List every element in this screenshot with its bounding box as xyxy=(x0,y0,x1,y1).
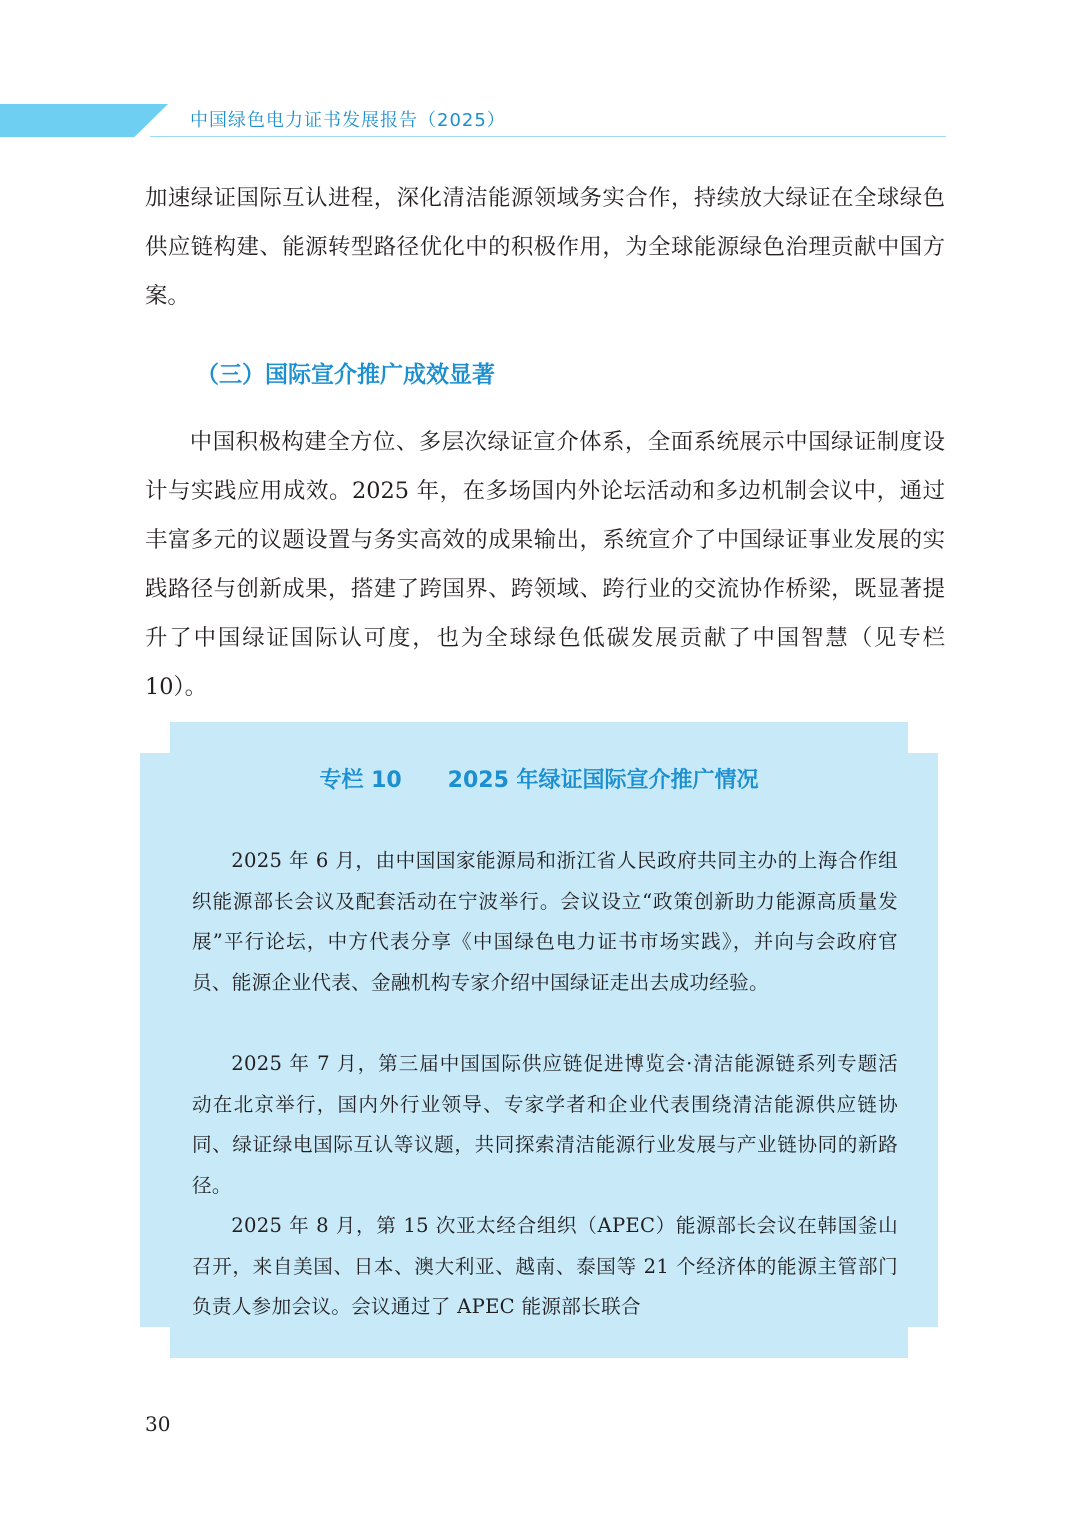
box-paragraph-3: 2025 年 8 月，第 15 次亚太经合组织（APEC）能源部长会议在韩国釜山召开，来自美国、日本、澳大利亚、越南、泰国等 21 个经济体的能源主管部门负责人参加会议。会议通过了 APEC 能源部长联合 xyxy=(192,1214,898,1319)
header-rule xyxy=(150,136,946,137)
sidebar-box-title: 专栏 10 2025 年绿证国际宣介推广情况 xyxy=(319,768,759,793)
box-paragraph-1: 2025 年 6 月，由中国国家能源局和浙江省人民政府共同主办的上海合作组织能源部长会议及配套活动在宁波举行。会议设立“政策创新助力能源高质量发展”平行论坛，中方代表分享《中国绿色电力证书市场实践》，并向与会政府官员、能源企业代表、金融机构专家介绍中国绿证走出去成功经验。 xyxy=(192,849,898,994)
header-tab-decoration xyxy=(0,104,168,137)
running-header-title: 中国绿色电力证书发展报告（2025） xyxy=(190,110,506,131)
page-number: 30 xyxy=(145,1412,171,1436)
section-heading: （三）国际宣介推广成效显著 xyxy=(196,362,495,388)
box-paragraph-2: 2025 年 7 月，第三届中国国际供应链促进博览会·清洁能源链系列专题活动在北京举行，国内外行业领导、专家学者和企业代表围绕清洁能源供应链协同、绿证绿电国际互认等议题，共同探索清洁能源行业发展与产业链协同的新路径。 xyxy=(192,1052,898,1197)
body-paragraph-2: 中国积极构建全方位、多层次绿证宣介体系，全面系统展示中国绿证制度设计与实践应用成效。2025 年，在多场国内外论坛活动和多边机制会议中，通过丰富多元的议题设置与务实高效的成果输出，系统宣介了中国绿证事业发展的实践路径与创新成果，搭建了跨国界、跨领域、跨行业的交流协作桥梁，既显著提升了中国绿证国际认可度，也为全球绿色低碳发展贡献了中国智慧（见专栏 10）。 xyxy=(145,429,945,700)
body-paragraph-1: 加速绿证国际互认进程，深化清洁能源领域务实合作，持续放大绿证在全球绿色供应链构建、能源转型路径优化中的积极作用，为全球能源绿色治理贡献中国方案。 xyxy=(145,185,945,309)
